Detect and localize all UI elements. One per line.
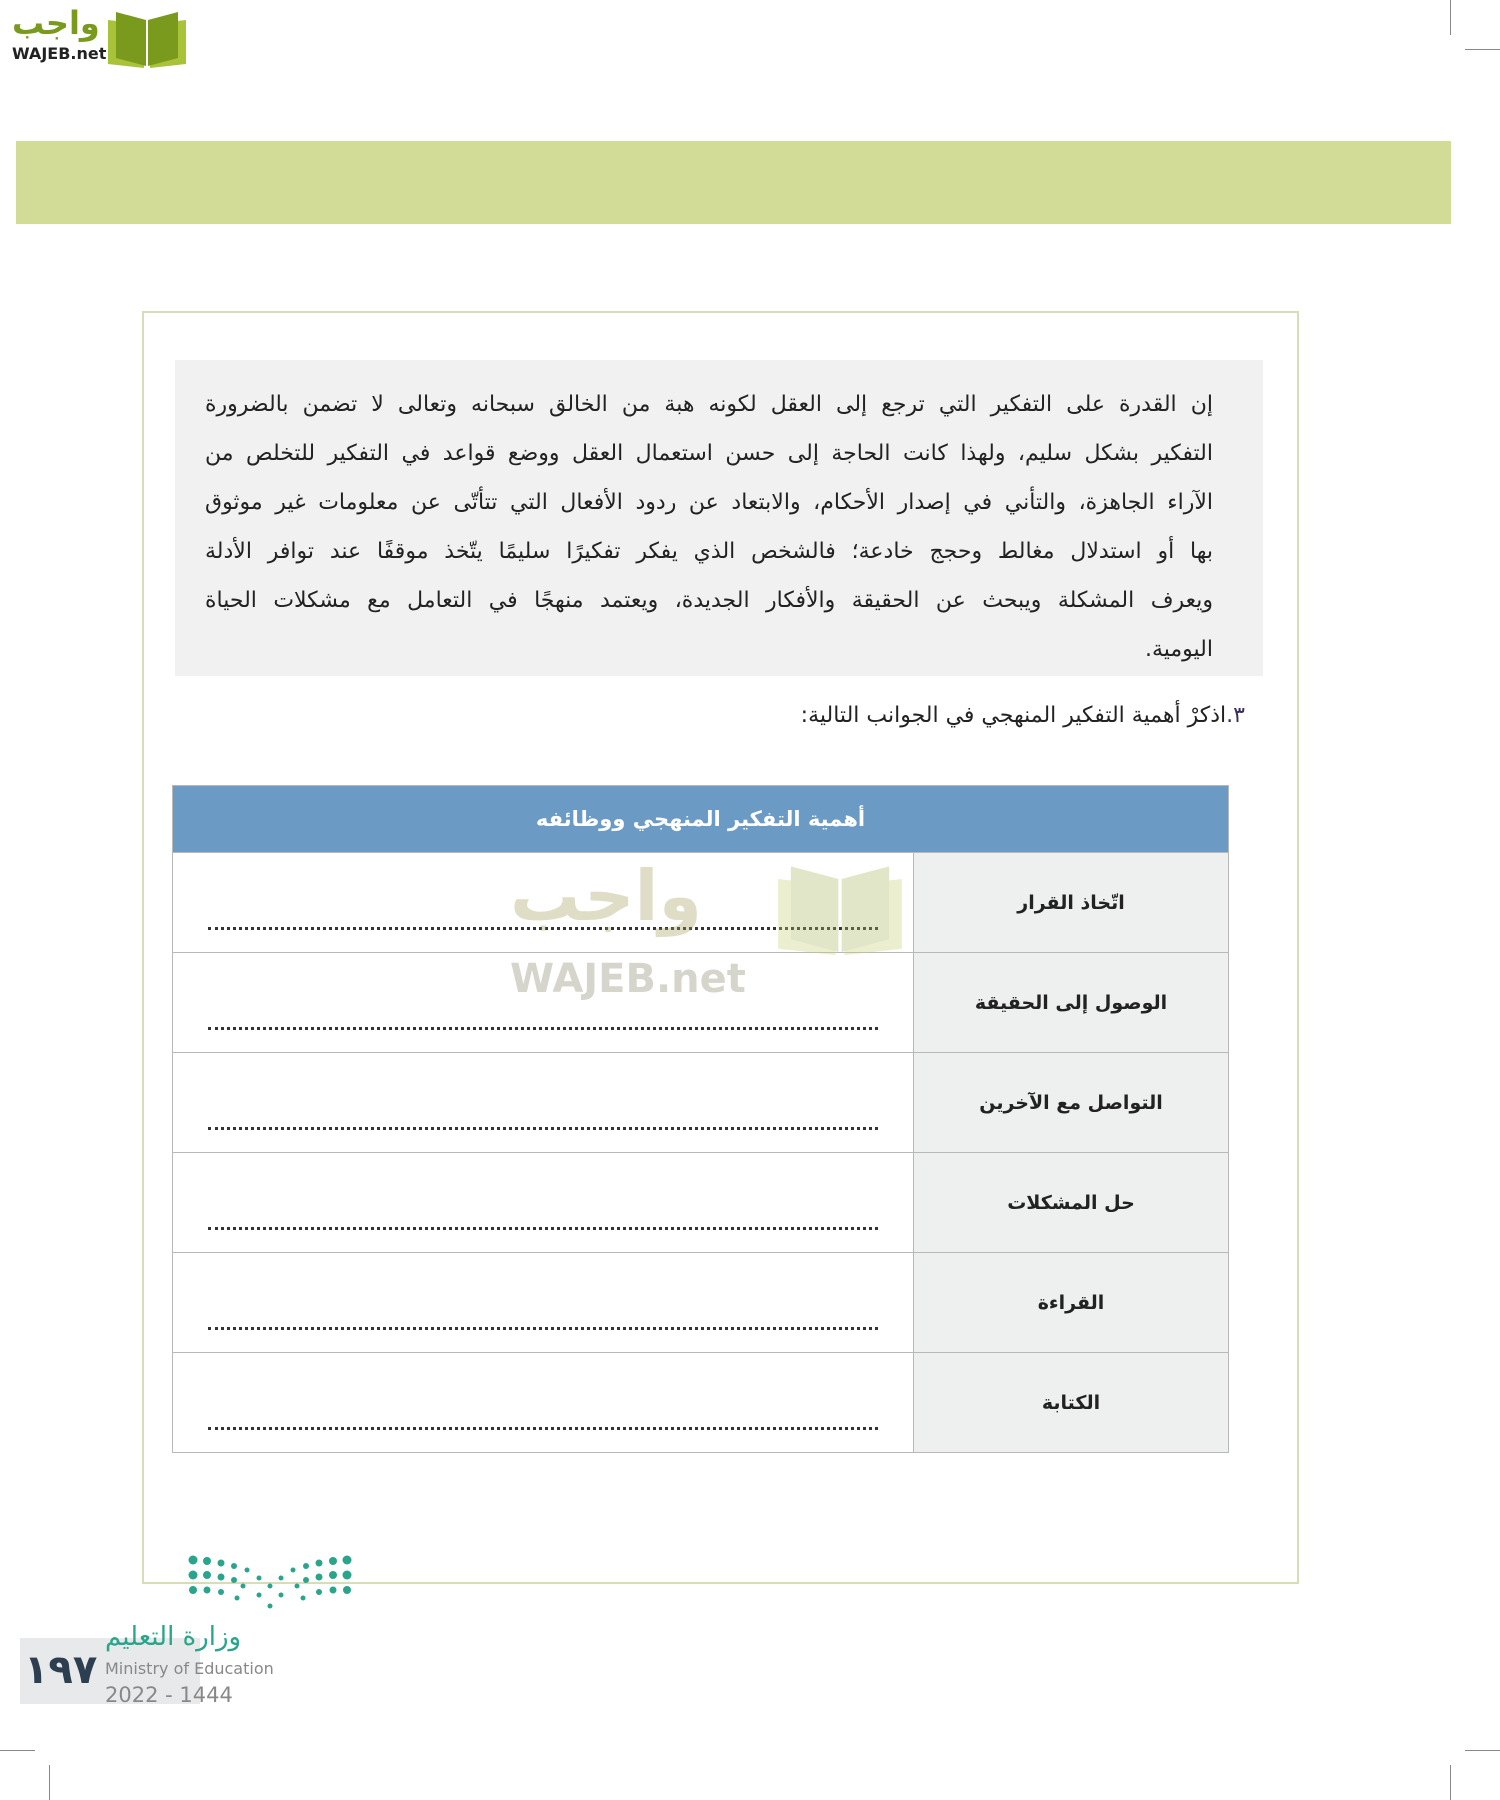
- answer-field[interactable]: [173, 1153, 913, 1252]
- watermark-ar: واجب: [510, 855, 703, 937]
- passage-line: الآراء الجاهزة، والتأني في إصدار الأحكام، والابتعاد عن ردود الأفعال التي تتأتّى عن معلومات غير موثوق: [205, 490, 1213, 515]
- crop-mark: [0, 1750, 35, 1751]
- answer-field[interactable]: [173, 1053, 913, 1152]
- ministry-name-en: Ministry of Education: [105, 1659, 274, 1678]
- table-row: [173, 1052, 1228, 1152]
- question-number: ٣.: [1226, 703, 1245, 728]
- header-band: [16, 141, 1451, 224]
- row-label: القراءة: [913, 1253, 1228, 1352]
- table-row: [173, 852, 1228, 952]
- book-icon: [106, 6, 188, 68]
- wajeb-logo[interactable]: [10, 4, 190, 68]
- crop-mark: [1450, 0, 1451, 35]
- row-label: اتّخاذ القرار: [913, 853, 1228, 952]
- functions-table: [172, 785, 1229, 1453]
- table-row: [173, 1152, 1228, 1252]
- passage-line: التفكير بشكل سليم، ولهذا كانت الحاجة إلى حسن استعمال العقل ووضع قواعد في التفكير للتخلص من: [205, 441, 1213, 466]
- watermark-en: WAJEB.net: [510, 956, 746, 1002]
- answer-field[interactable]: [173, 1353, 913, 1452]
- row-label: الوصول إلى الحقيقة: [913, 953, 1228, 1052]
- answer-field[interactable]: [173, 953, 913, 1052]
- passage-line: بها أو استدلال مغالط وحجج خادعة؛ فالشخص الذي يفكر تفكيرًا سليمًا يتّخذ موقفًا عند توافر الأدلة: [205, 539, 1213, 564]
- crop-mark: [1450, 1765, 1451, 1800]
- table-row: [173, 1352, 1228, 1452]
- crop-mark: [1465, 1750, 1500, 1751]
- logo-en: WAJEB.net: [12, 44, 107, 63]
- ministry-name-ar: وزارة التعليم: [105, 1622, 242, 1652]
- edition-year: 2022 - 1444: [105, 1683, 233, 1707]
- crop-mark: [49, 1765, 50, 1800]
- ministry-logo-dots-icon: [185, 1552, 355, 1612]
- table-header: أهمية التفكير المنهجي ووظائفه: [173, 786, 1228, 852]
- table-row: [173, 952, 1228, 1052]
- passage-line: إن القدرة على التفكير التي ترجع إلى العقل لكونه هبة من الخالق سبحانه وتعالى لا تضمن بالضرورة: [205, 392, 1213, 417]
- answer-field[interactable]: [173, 1253, 913, 1352]
- passage-box: [175, 360, 1263, 676]
- row-label: حل المشكلات: [913, 1153, 1228, 1252]
- passage-line: ويعرف المشكلة ويبحث عن الحقيقة والأفكار الجديدة، ويعتمد منهجًا في التعامل مع مشكلات الحياة: [205, 588, 1213, 613]
- answer-field[interactable]: [173, 853, 913, 952]
- question: [801, 703, 1245, 728]
- passage-line: اليومية.: [1144, 637, 1213, 662]
- crop-mark: [1465, 49, 1500, 50]
- question-text: اذكرْ أهمية التفكير المنهجي في الجوانب التالية:: [800, 703, 1227, 728]
- passage: [205, 380, 1213, 674]
- table-row: [173, 1252, 1228, 1352]
- row-label: التواصل مع الآخرين: [913, 1053, 1228, 1152]
- logo-ar: واجب: [12, 4, 100, 42]
- row-label: الكتابة: [913, 1353, 1228, 1452]
- page-number: ١٩٧: [24, 1647, 98, 1693]
